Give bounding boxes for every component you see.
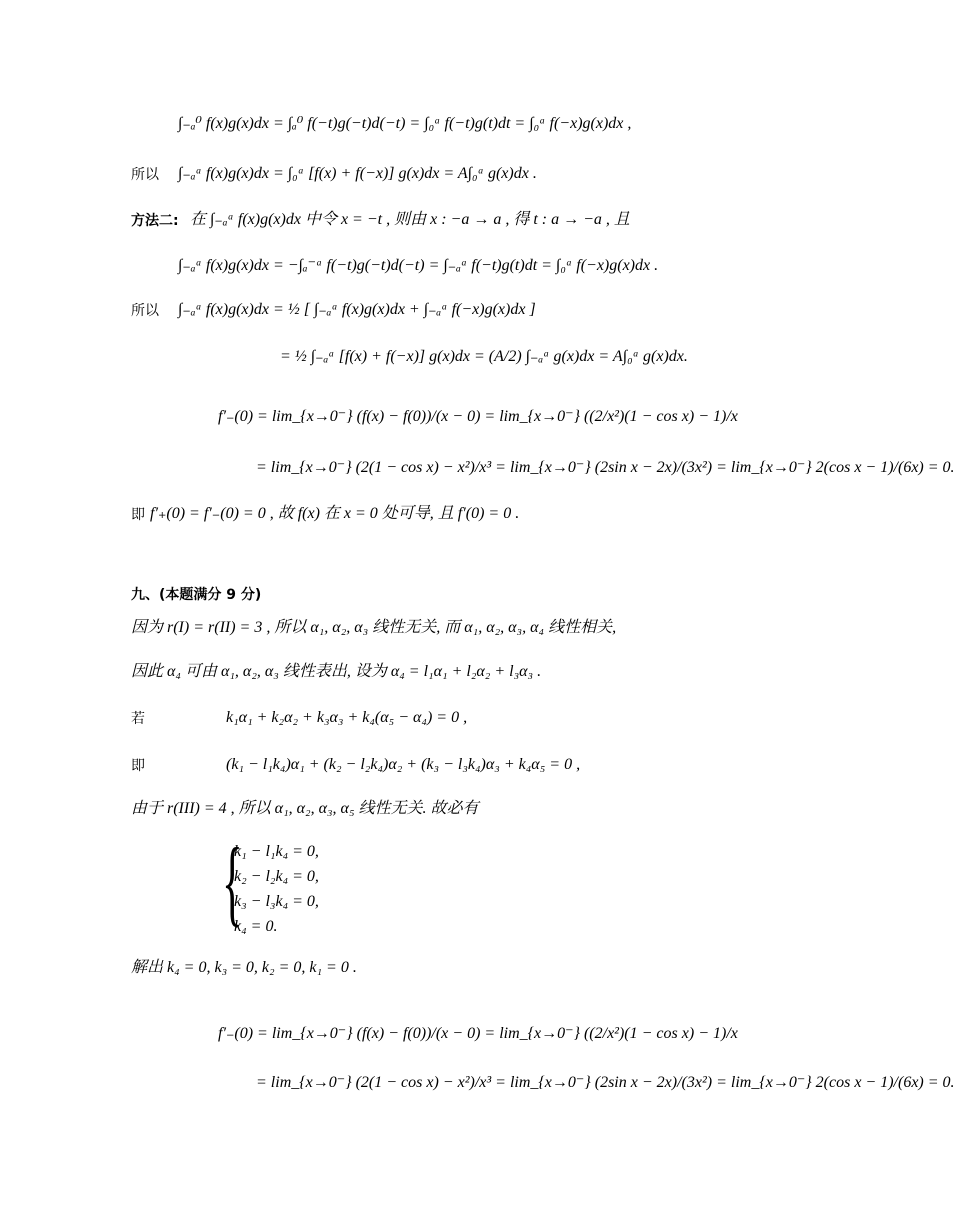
derivative-line-4: = lim_{x→0⁻} (2(1 − cos x) − x²)/x³ = lim_{x→0⁻} (2sin x − 2x)/(3x²) = lim_{x→0⁻} 2(cos x − 1)/(6x) = 0.	[256, 1074, 955, 1091]
equation-line-5: ∫₋ₐᵃ f(x)g(x)dx = ½ [ ∫₋ₐᵃ f(x)g(x)dx + ∫₋ₐᵃ f(−x)g(x)dx ]	[178, 301, 536, 318]
linear-representation-line: 因此 α₄ 可由 α₁, α₂, α₃ 线性表出, 设为 α₄ = l₁α₁ + l₂α₂ + l₃α₃ .	[131, 663, 542, 680]
label-ji-1: 即	[131, 507, 145, 523]
derivative-line-1: f′₋(0) = lim_{x→0⁻} (f(x) − f(0))/(x − 0) = lim_{x→0⁻} ((2/x²)(1 − cos x) − 1)/x	[218, 408, 738, 425]
expanded-equation: (k₁ − l₁k₄)α₁ + (k₂ − l₂k₄)α₂ + (k₃ − l₃k₄)α₃ + k₄α₅ = 0 ,	[226, 756, 581, 773]
system-brace: {	[222, 828, 243, 935]
label-ruo: 若	[131, 711, 145, 727]
label-suoyi-1: 所以	[131, 167, 159, 183]
equation-line-6: = ½ ∫₋ₐᵃ [f(x) + f(−x)] g(x)dx = (A/2) ∫₋ₐᵃ g(x)dx = A∫₀ᵃ g(x)dx.	[280, 348, 688, 365]
equation-line-1: ∫₋ₐ⁰ f(x)g(x)dx = ∫ₐ⁰ f(−t)g(−t)d(−t) = ∫₀ᵃ f(−t)g(t)dt = ∫₀ᵃ f(−x)g(x)dx ,	[178, 115, 632, 132]
rank-three-line: 由于 r(III) = 4 , 所以 α₁, α₂, α₃, α₅ 线性无关. 故必有	[131, 800, 479, 817]
conclusion-line: f′₊(0) = f′₋(0) = 0 , 故 f(x) 在 x = 0 处可导, 且 f′(0) = 0 .	[150, 505, 520, 522]
label-suoyi-2: 所以	[131, 303, 159, 319]
system-eq-2: k₂ − l₂k₄ = 0,	[234, 868, 319, 885]
system-eq-1: k₁ − l₁k₄ = 0,	[234, 843, 319, 860]
system-eq-4: k₄ = 0.	[234, 918, 278, 935]
section-heading-nine: 九、(本题满分 9 分)	[131, 587, 262, 603]
rank-statement-line: 因为 r(I) = r(II) = 3 , 所以 α₁, α₂, α₃ 线性无关, 而 α₁, α₂, α₃, α₄ 线性相关,	[131, 619, 617, 636]
method-two-label: 方法二:	[131, 213, 179, 229]
derivative-line-2: = lim_{x→0⁻} (2(1 − cos x) − x²)/x³ = lim_{x→0⁻} (2sin x − 2x)/(3x²) = lim_{x→0⁻} 2(cos x − 1)/(6x) = 0.	[256, 459, 955, 476]
combination-equation: k₁α₁ + k₂α₂ + k₃α₃ + k₄(α₅ − α₄) = 0 ,	[226, 709, 468, 726]
equation-line-2: ∫₋ₐᵃ f(x)g(x)dx = ∫₀ᵃ [f(x) + f(−x)] g(x)dx = A∫₀ᵃ g(x)dx .	[178, 165, 537, 182]
equation-line-3: 在 ∫₋ₐᵃ f(x)g(x)dx 中令 x = −t , 则由 x : −a → a , 得 t : a → −a , 且	[190, 211, 630, 228]
solution-line: 解出 k₄ = 0, k₃ = 0, k₂ = 0, k₁ = 0 .	[131, 959, 357, 976]
system-eq-3: k₃ − l₃k₄ = 0,	[234, 893, 319, 910]
label-ji-2: 即	[131, 758, 145, 774]
derivative-line-3: f′₋(0) = lim_{x→0⁻} (f(x) − f(0))/(x − 0) = lim_{x→0⁻} ((2/x²)(1 − cos x) − 1)/x	[218, 1025, 738, 1042]
equation-line-4: ∫₋ₐᵃ f(x)g(x)dx = −∫ₐ⁻ᵃ f(−t)g(−t)d(−t) = ∫₋ₐᵃ f(−t)g(t)dt = ∫₀ᵃ f(−x)g(x)dx .	[178, 257, 659, 274]
